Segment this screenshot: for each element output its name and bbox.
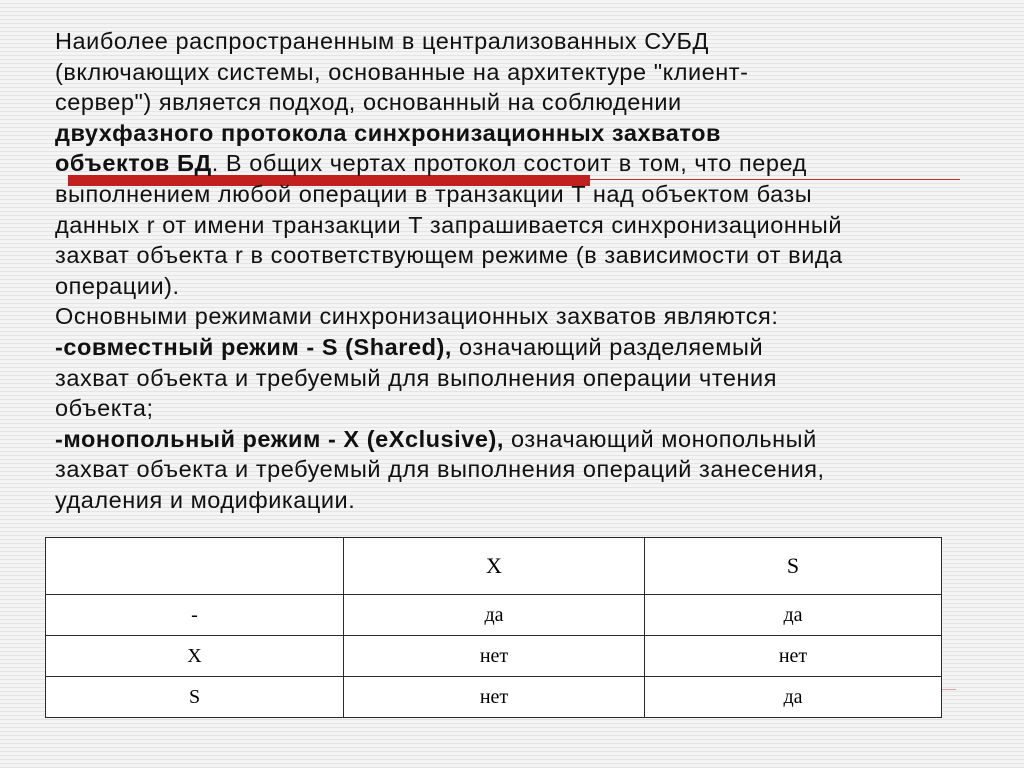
shared-mode-term: -совместный режим - S (Shared), <box>55 333 452 360</box>
text-line <box>55 148 1000 179</box>
table-corner-cell <box>46 538 344 595</box>
text-line: данных r от имени транзакции T запрашивается синхронизационный <box>55 211 842 238</box>
table-row <box>46 636 942 677</box>
text-line: захват объекта r в соответствующем режиме (в зависимости от вида <box>55 242 843 269</box>
exclusive-mode-line <box>55 424 1000 455</box>
text-fragment: означающий разделяемый <box>451 333 764 360</box>
table-cell: да <box>645 677 942 718</box>
table-row <box>46 595 942 636</box>
text-line: сервер") является подход, основанный на соблюдении <box>55 89 682 116</box>
table-row-label: S <box>46 677 344 718</box>
table-header-x: X <box>344 538 645 595</box>
text-line-bold <box>55 118 1000 149</box>
table-cell: нет <box>344 636 645 677</box>
text-line: Наиболее распространенным в централизованных СУБД <box>55 28 709 54</box>
protocol-term: двухфазного протокола синхронизационных захватов <box>55 119 722 146</box>
text-line: объекта; <box>55 395 154 422</box>
exclusive-mode-term: -монопольный режим - X (eXclusive), <box>55 425 504 452</box>
text-fragment: означающий монопольный <box>503 425 817 452</box>
text-line: выполнением любой операции в транзакции T над объектом базы <box>55 180 813 207</box>
shared-mode-line <box>55 332 1000 363</box>
table-cell: да <box>344 595 645 636</box>
text-line: захват объекта и требуемый для выполнения операции чтения <box>55 364 777 391</box>
protocol-term-end: объектов БД <box>55 150 212 177</box>
table-row-label: X <box>46 636 344 677</box>
text-line: (включающих системы, основанные на архитектуре "клиент- <box>55 58 749 85</box>
table-cell: да <box>645 595 942 636</box>
table-cell: нет <box>344 677 645 718</box>
text-line: Основными режимами синхронизационных захватов являются: <box>55 303 779 330</box>
text-line: удаления и модификации. <box>55 486 356 513</box>
text-line: операции). <box>55 272 180 299</box>
table-cell: нет <box>645 636 942 677</box>
table-header-row <box>46 538 942 595</box>
lock-compatibility-table <box>45 537 942 718</box>
table-header-s: S <box>645 538 942 595</box>
text-line: захват объекта и требуемый для выполнения операций занесения, <box>55 456 825 483</box>
text-fragment: . В общих чертах протокол состоит в том, что перед <box>211 150 807 177</box>
slide-body-text <box>55 26 1000 516</box>
table-row-label: - <box>46 595 344 636</box>
table-row <box>46 677 942 718</box>
